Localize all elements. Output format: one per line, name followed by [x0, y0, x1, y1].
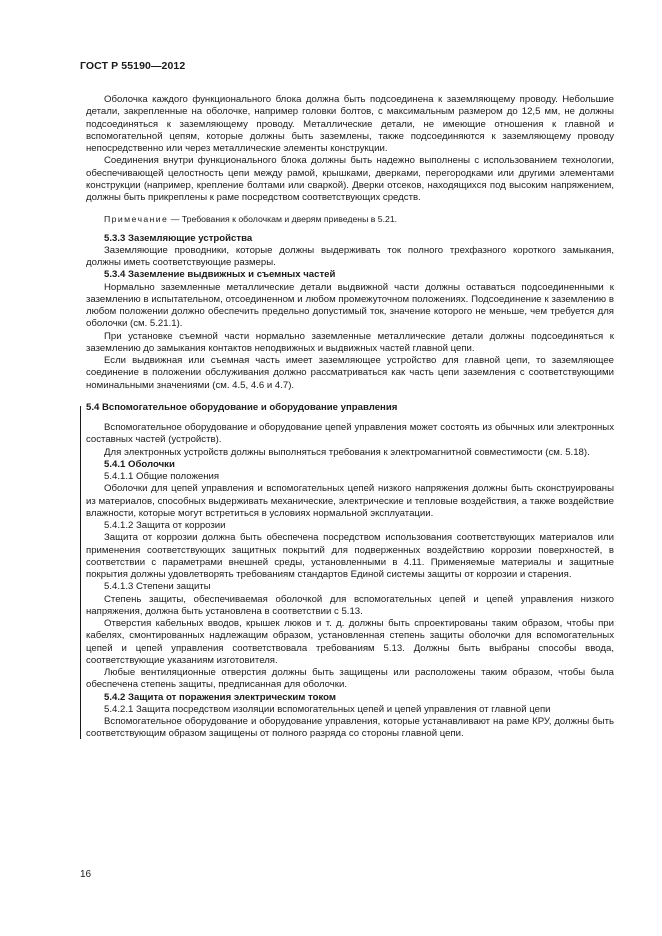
paragraph: Вспомогательное оборудование и оборудование цепей управления может состоять из обычных или электронных составных частей (устройств).: [86, 422, 614, 446]
paragraph: Если выдвижная или съемная часть имеет заземляющее устройство для главной цепи, то заземляющее соединение в положении обслуживания должно рассматриваться как часть цепи заземления с соответствующими номинальными значениями (см. 4.5, 4.6 и 4.7).: [86, 355, 614, 391]
paragraph: Оболочки для цепей управления и вспомогательных цепей низкого напряжения должны быть сконструированы из материалов, способных выдерживать механические, электрические и тепловые воздействия, а также воздействие влажности, которые могут встретиться в условиях нормальной эксплуатации.: [86, 483, 614, 519]
paragraph: 5.4.2.1 Защита посредством изоляции вспомогательных цепей и цепей управления от главной цепи: [104, 703, 551, 715]
subsection-heading-5-4-1-1: 5.4.1.1 Общие положения: [104, 471, 220, 482]
paragraph: Для электронных устройств должны выполняться требования к электромагнитной совместимости (см. 5.18).: [104, 446, 590, 458]
paragraph: Вспомогательное оборудование и оборудование управления, которые устанавливают на раме КРУ, должны быть соответствующим образом защищены от полного разряда со стороны главной цепи.: [86, 716, 614, 740]
paragraph: Соединения внутри функционального блока должны быть надежно выполнены с использованием технологии, обеспечивающей целостность цепи между рамой, крышками, дверками, перегородками или другими элементами конструкции (например, крепление болтами или сваркой). Дверки отсеков, находящихся под высоким напряжением, должны быть прикреплены к раме посредством соответствующих средств.: [86, 155, 614, 203]
page-body: [86, 94, 614, 741]
paragraph: Степень защиты, обеспечиваемая оболочкой для вспомогательных цепей и цепей управления низкого напряжения, должна быть установлена в соответствии с 5.13.: [86, 593, 614, 617]
section-heading-5-3-4: 5.3.4 Заземление выдвижных и съемных частей: [104, 269, 336, 281]
note-text: — Требования к оболочкам и дверям приведены в 5.21.: [168, 214, 398, 225]
paragraph: Отверстия кабельных вводов, крышек люков и т. д. должны быть спроектированы таким образом, чтобы при кабелях, смонтированных надлежащим образом, установленная степень защиты оболочки для вспомогательных цепей и цепей управления соответствовала требованиям 5.13. Должны быть выбраны способы ввода, соответствующие указаниям изготовителя.: [86, 618, 614, 666]
subsection-heading-5-4-1-2: 5.4.1.2 Защита от коррозии: [104, 520, 226, 531]
section-heading-5-4: 5.4 Вспомогательное оборудование и оборудование управления: [86, 401, 398, 413]
paragraph: Защита от коррозии должна быть обеспечена посредством использования соответствующих материалов или применения соответствующих защитных покрытий для подверженных воздействию коррозии поверхностей, в соответствии с параметрами внешней среды, установленными в 4.11. Применяемые материалы и защитные покрытия должны удовлетворять требованиям стандартов Единой системы защиты от коррозии и старения.: [86, 532, 614, 580]
subsection-heading-5-4-1-3: 5.4.1.3 Степени защиты: [104, 581, 211, 593]
changed-section: [86, 402, 614, 741]
paragraph: При установке съемной части нормально заземленные металлические детали должны подсоединяться к заземлению до замыкания контактов неподвижных и выдвижных частей главной цепи.: [86, 330, 614, 354]
note: [86, 213, 614, 225]
paragraph: Заземляющие проводники, которые должны выдерживать ток полного трехфазного короткого замыкания, должны иметь соответствующие размеры.: [86, 244, 614, 268]
standard-header: ГОСТ Р 55190—2012: [80, 60, 186, 72]
paragraph: Оболочка каждого функционального блока должна быть подсоединена к заземляющему проводу. Небольшие детали, закрепленные на оболочке, например головки болтов, с максимальным размером до 12,5 мм, не должны подсоединяться к заземляющему проводу. Металлические детали, не имеющие отношения к главной и вспомогательной цепям, которые должны быть заземлены, также подсоединяются к заземляющему проводу непосредственно или через металлические элементы конструкции.: [86, 94, 614, 154]
change-bar: [80, 406, 81, 739]
paragraph: Любые вентиляционные отверстия должны быть защищены или расположены таким образом, чтобы была обеспечена степень защиты, предписанная для оболочки.: [86, 667, 614, 691]
section-heading-5-3-3: 5.3.3 Заземляющие устройства: [104, 232, 253, 244]
paragraph: Нормально заземленные металлические детали выдвижной части должны оставаться подсоединенными к заземлению в испытательном, отсоединенном и любом промежуточном положениях. Подсоединение к заземлению в любом положении должно обеспечить предельно допустимый ток, значение которого не меньше, чем требуется для оболочки (см. 5.21.1).: [86, 281, 614, 330]
page-number: 16: [80, 869, 92, 880]
section-heading-5-4-2: 5.4.2 Защита от поражения электрическим током: [104, 691, 336, 703]
note-label: Примечание: [104, 214, 169, 225]
section-heading-5-4-1: 5.4.1 Оболочки: [104, 458, 175, 470]
